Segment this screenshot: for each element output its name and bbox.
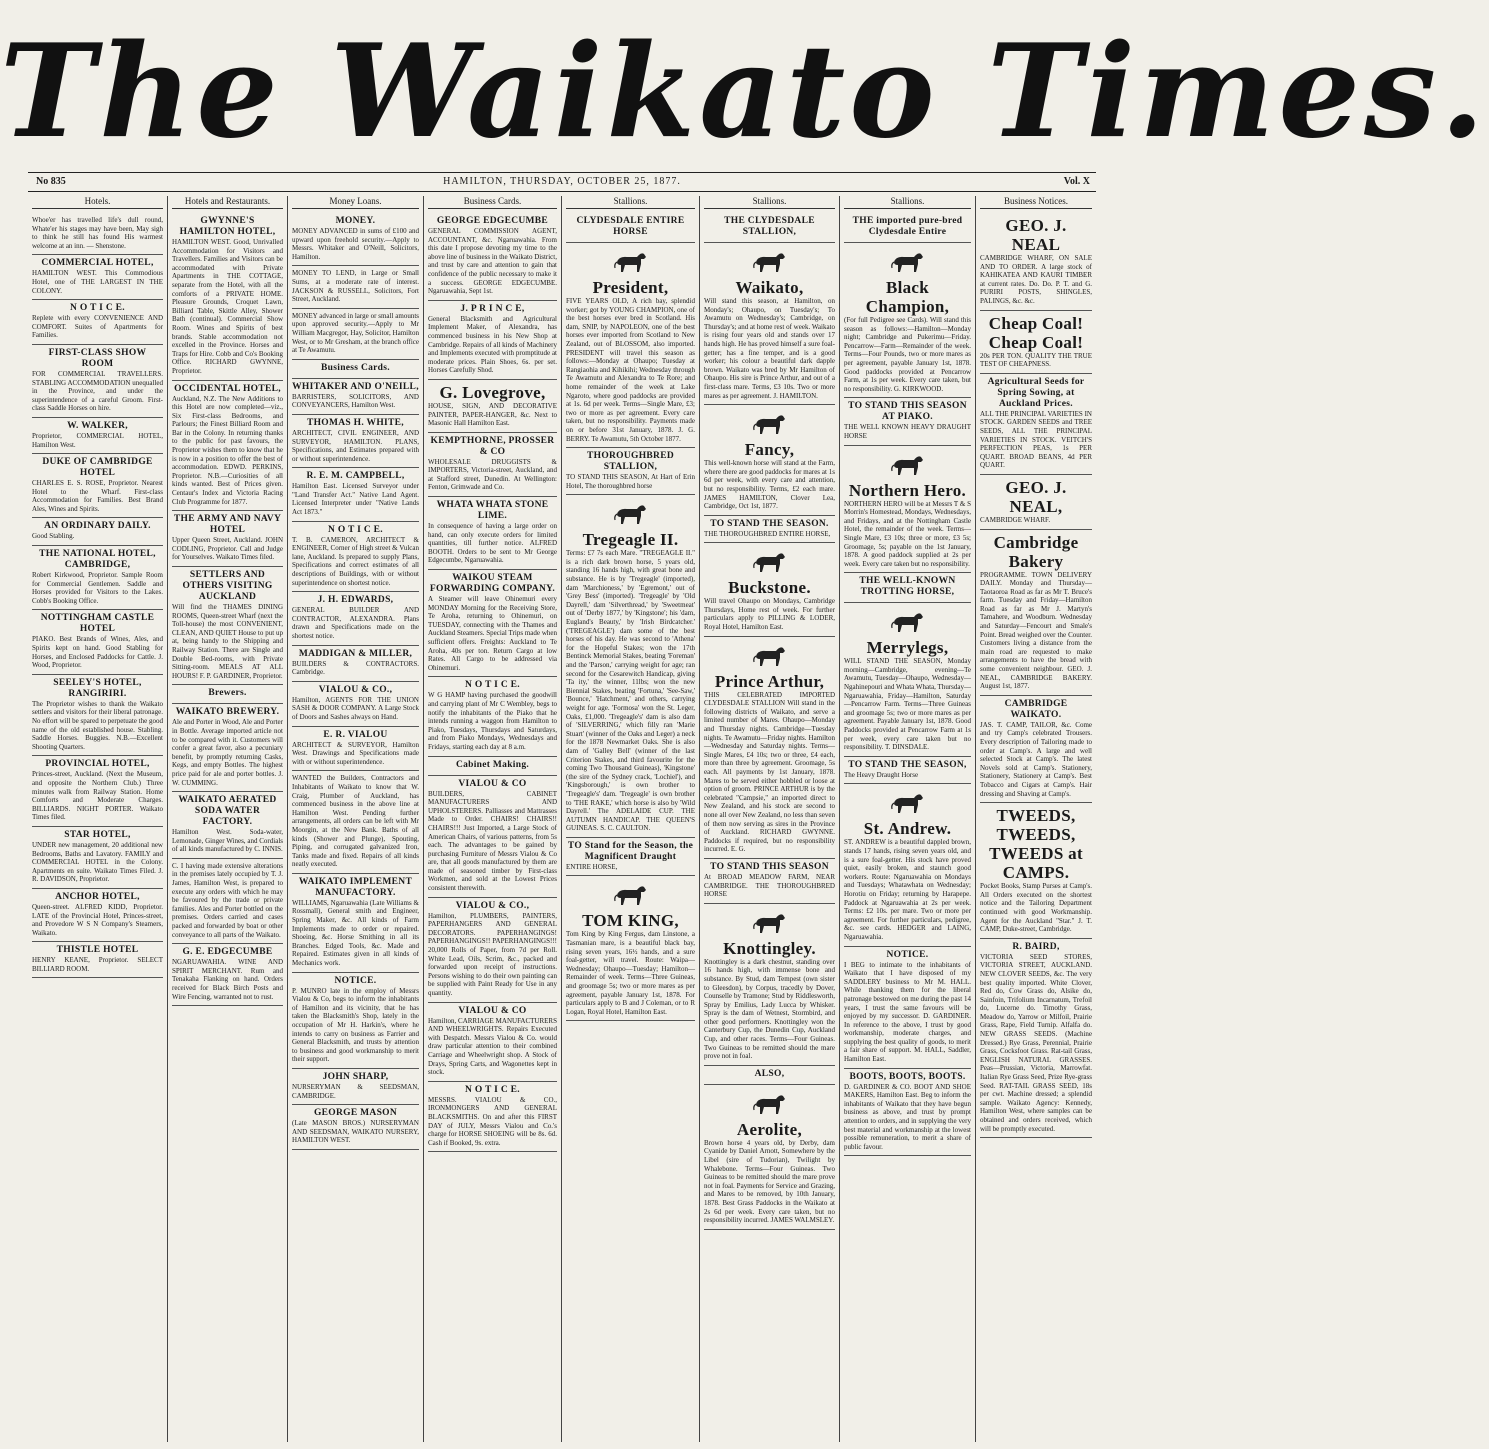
horse-illustration-icon [750, 248, 790, 276]
advertisement [292, 973, 419, 1069]
advertisement [32, 827, 163, 889]
horse-illustration-icon [611, 248, 651, 276]
column-restaurants [168, 196, 288, 1442]
advertisement [844, 603, 971, 757]
advertisement-title: DUKE OF CAMBRIDGE HOTEL [42, 457, 153, 479]
advertisement-body: General Blacksmith and Agricultural Implement Maker, of Alexandra, has commenced business in his New Shop at Cambridge. Repairs of all kinds of Machinery and Implements executed with promptitude at moderate prices. Plain Shoes, 6s. per set. Horses Carefully Shod. [428, 314, 557, 375]
advertisement-title: THISTLE HOTEL [56, 945, 139, 956]
advertisement [844, 243, 971, 398]
advertisement-title: SETTLERS AND OTHERS VISITING AUCKLAND [182, 570, 273, 602]
advertisement [32, 889, 163, 942]
advertisement [704, 213, 835, 243]
advertisement [980, 803, 1092, 939]
advertisement-title: N O T I C E. [328, 524, 383, 535]
advertisement-title: THOMAS H. WHITE, [306, 417, 404, 428]
advertisement [844, 213, 971, 243]
advertisement [428, 757, 557, 776]
advertisement-body: Knottingley is a dark chestnut, standing over 16 hands high, with immense bone and substance. By Stud, dam Tempest (own sister to Gleesdon), by Corpus, tracedly by Dover, Counselle by Tramone; Stud by Riddlesworth, Spray by Emilius, Lady Lucca by Whisker. Spray is the dam of Wetnest, Stormbird, and other good performers. Knottingley won the Canterbury Cup, the Dunedin Cup, Auckland Cup, and other races. Terms—Four Guineas. Two Guineas to be remitted should the mare prove not in foal. [704, 957, 835, 1061]
advertisement [980, 696, 1092, 803]
advertisement-title: Knottingley. [723, 938, 816, 958]
advertisement-body: Hamilton, PLUMBERS, PAINTERS, PAPERHANGERS AND GENERAL DECORATORS. PAPERHANGINGS! PAPERHANGINGS!! PAPERHANGINGS!!! 20,000 Rolls of Paper, from 7d per Roll. White Lead, Oils, Scrim, &c., packed and forwarded upon receipt of instructions. Persons wishing to do their own painting can be supplied with Paint Ready for Use in any quantity. [428, 911, 557, 997]
advertisement-title: BOOTS, BOOTS, BOOTS. [849, 1071, 966, 1082]
advertisement-body: Tom King by King Fergus, dam Linstone, a Tasmanian mare, is a beautiful black bay, rising seven years, 16½ hands, and a sure foal-getter, will travel. Route: Waipa—Wednesday; Ohaupo—Tuesday; Hamilton—Remainder of week. Terms—Three Guineas, and groomage 5s; two or more mares as per agreement, payable January 1st, 1878. For particulars apply to B and J Coleman, or to R Logan, Royal Hotel, Hamilton East. [566, 930, 695, 1016]
advertisement [292, 727, 419, 772]
masthead-title: The Waikato Times. [0, 17, 1489, 167]
column-stallions-1 [562, 196, 700, 1442]
advertisement-title: TO STAND THIS SEASON [710, 861, 829, 872]
horse-illustration-icon [611, 881, 651, 909]
advertisement [292, 213, 419, 266]
advertisement-title: G. Lovegrove, [439, 382, 546, 402]
advertisement-title: W. WALKER, [67, 420, 128, 431]
advertisement [566, 876, 695, 1021]
advertisement [704, 637, 835, 859]
advertisement-title: R. BAIRD, [1012, 941, 1060, 952]
advertisement-title: VIALOU & CO., [455, 900, 530, 911]
advertisement-title: KEMPTHORNE, PROSSER & CO [430, 435, 555, 457]
advertisement-body: PROGRAMME. TOWN DELIVERY DAILY. Monday and Thursday—Taotaoroa Road as far as Mr T. Bruce's farm. Tuesday and Friday—Hamilton Road as far as Mr J. Martyn's Tamahere, and Woodburn. Wednesday and Saturday—Fencourt and Smale's Point. Bread weighed over the Counter. Customers living a distance from the main road are requested to make arrangements to have the bread with some convenient neighbour. GEO. J. NEAL, CAMBRIDGE BAKERY. August 1st, 1877. [980, 570, 1092, 691]
advertisement [32, 255, 163, 300]
advertisement [980, 530, 1092, 696]
advertisement-body: Pocket Books, Stamp Purses at Camp's. All Orders executed on the shortest notice and the Tailoring Department continued with good Workmanship. Agent for the Auckland "Star." J. T. CAMP, Duke-street, Cambridge. [980, 882, 1092, 934]
advertisement-body: Brown horse 4 years old, by Derby, dam Cyanide by Daniel Arnott, Somewhere by the Libel (sire of Tudorian), Twilight by Whalebone. Terms—Four Guineas. Two Guineas to be remitted should the mare prove not in foal. Payments for Service and Grazing, and Mares to be removed, by 10th January, 1878. Best Grass Paddocks in the Waikato at 2s 6d per week. Every care taken, but no responsibility incurred. JAMES WALMSLEY. [704, 1138, 835, 1225]
advertisement-title: WAIKOU STEAM FORWARDING COMPANY. [429, 573, 556, 595]
advertisement-title: PROVINCIAL HOTEL, [45, 759, 150, 770]
advertisement-body: Ale and Porter in Wood, Ale and Porter in Bottle. Average imported article not to be compared with it. Customers will confer a great favor, also a pecuniary benefit, by promptly returning Casks, Kegs, and empty Bottles. The highest price paid for ale and porter bottles. J. W. CUMMING. [172, 718, 283, 787]
advertisement [32, 546, 163, 610]
horse-illustration-icon [611, 500, 651, 528]
advertisement-body: BUILDERS, CABINET MANUFACTURERS AND UPHOLSTERERS. Palliasses and Mattrasses Made to Order. CHAIRS! CHAIRS!! CHAIRS!!! Just Imported, a Large Stock of American Chairs, of various patterns, from 5s each. The advantages to be gained by purchasing Furniture of Messrs Vialou & Co are, that all goods manufactured by them are made of seasoned timber by First-class Workmen, and sold at the Lowest Prices consistent therewith. [428, 789, 557, 893]
advertisement-title: J. H. EDWARDS, [317, 595, 394, 606]
volume-number: Vol. X [1063, 176, 1090, 187]
column-heading: Money Loans. [292, 196, 419, 209]
advertisement-body: Hamilton, AGENTS FOR THE UNION SASH & DOOR COMPANY. A Large Stock of Doors and Sashes always on Hand. [292, 695, 419, 721]
advertisement [32, 454, 163, 518]
advertisement [292, 360, 419, 379]
advertisement [566, 243, 695, 448]
horse-illustration-icon [750, 1090, 790, 1118]
advertisement-title: THE WELL-KNOWN TROTTING HORSE, [859, 576, 956, 598]
advertisement [844, 757, 971, 785]
advertisement-body: MONEY ADVANCED in sums of £100 and upward upon freehold security.—Apply to Messrs. Whitaker and O'Neill, Solicitors, Hamilton. [292, 227, 419, 261]
advertisement-title: TO STAND THE SEASON, [848, 759, 967, 770]
advertisement-body: Princes-street, Auckland. (Next the Museum, and opposite the Northern Club.) Three minutes walk from Railway Station. Home Comforts and Moderate Charges. BILLIARDS. NIGHT PORTER. Waikato Times filed. [32, 770, 163, 822]
advertisement-body: (Late MASON BROS.) NURSERYMAN AND SEEDSMAN, WAIKATO NURSERY, HAMILTON WEST. [292, 1119, 419, 1145]
advertisement [292, 682, 419, 727]
advertisement-title: Cambridge Bakery [993, 532, 1079, 571]
column-business-cards [424, 196, 562, 1442]
advertisement-title: G. E. EDGECUMBE [182, 947, 273, 958]
advertisement [172, 567, 283, 685]
advertisement [566, 838, 695, 877]
advertisement-body: ARCHITECT & SURVEYOR, Hamilton West. Drawings and Specifications made with or without superintendence. [292, 740, 419, 766]
advertisement-title: MADDIGAN & MILLER, [298, 648, 413, 659]
horse-illustration-icon [888, 608, 928, 636]
advertisement-title: Cheap Coal! Cheap Coal! [988, 313, 1084, 352]
column-stallions-3 [840, 196, 976, 1442]
advertisement-title: Brewers. [208, 688, 247, 699]
advertisement-body: HENRY KEANE, Proprietor. SELECT BILLIARD ROOM. [32, 956, 163, 973]
advertisement-title: N O T I C E. [465, 680, 520, 691]
advertisement-body: WANTED the Builders, Contractors and Inhabitants of Waikato to know that W. Craig, Plumber of Auckland, has commenced business in the above line at Hamilton West. Pending further arrangements, all orders can be left with Mr Moorgin, at the New Bank. Baths of all kinds (Shower and Plunge), Spouting, Piping, and corrugated galvanized Iron, Tanks made and fixed. Repairs of all kinds neatly executed. [292, 774, 419, 869]
advertisement [172, 685, 283, 704]
advertisement-body: HOUSE, SIGN, AND DECORATIVE PAINTER, PAPER-HANGER, &c. Next to Masonic Hall Hamilton East. [428, 401, 557, 428]
advertisement-title: SEELEY'S HOTEL, RANGIRIRI. [53, 677, 142, 699]
advertisement-title: THE NATIONAL HOTEL, CAMBRIDGE, [39, 549, 156, 571]
advertisement [704, 904, 835, 1066]
advertisement-title: E. R. VIALOU [323, 729, 388, 740]
advertisement-title: AN ORDINARY DAILY. [44, 521, 151, 532]
advertisement-body: (For full Pedigree see Cards). Will stand this season as follows:—Hamilton—Monday night; Cambridge and Pukerimu—Friday. Pencarrow—Farm—Remainder of the week. Terms—Four Pounds, two or more mares as per agreement, payable January 1st, 1878. Good paddocks provided at Pencarrow Farm, at 1s per week. Every care taken, but no responsibility. G. KIRKWOOD. [844, 316, 971, 393]
advertisement-body: NORTHERN HERO will be at Messrs T & S Morrin's Homestead, Mondays, Wednesdays, and Fridays, and at the Nottingham Castle Hotel, the remainder of the week. Terms—Single Mare, £3 10s; three or more, £3 5s; Groomage, 5s; payable on the 1st January, 1878. A good paddock supplied at 2s per week. Every care taken but no responsibility. [844, 499, 971, 568]
advertisement-title: St. Andrew. [863, 819, 952, 839]
column-money-loans [288, 196, 424, 1442]
advertisement-body: WILL STAND THE SEASON, Monday morning—Cambridge, evening—Te Awamutu, Tuesday—Ohaupo, Wednesday—Ngahinepouri and Whata Whata, Thursday—Ngaruawahia, Friday—Hamilton, Saturday—Pencarrow Farm. Terms—Three Guineas and groomage 5s; two or more mares as per agreement. Payable January 1st, 1878. Good Paddocks provided at Pencarrow Farm at 1s per week, every care taken but no responsibility. T. DINSDALE. [844, 657, 971, 752]
advertisement-title: TWEEDS, TWEEDS, TWEEDS at CAMPS. [989, 806, 1083, 883]
advertisement [704, 1085, 835, 1230]
advertisement-body: THE THOROUGHBRED ENTIRE HORSE, [704, 529, 831, 538]
advertisement-body: 20s PER TON. QUALITY THE TRUE TEST OF CHEAPNESS. [980, 351, 1092, 369]
advertisement [428, 677, 557, 756]
advertisement-body: Robert Kirkwood, Proprietor. Sample Room for Commercial Gentlemen. Saddle and Horses provided for Visitors to the Lakes. Cobb's Booking Office. [32, 571, 163, 605]
advertisement-title: R. E. M. CAMPBELL, [306, 471, 405, 482]
column-heading: Hotels and Restaurants. [172, 196, 283, 209]
advertisement-body: Whoe'er has travelled life's dull round, Whate'er his stages may have been, May sigh to think he still has found His warmest welcome at an inn. — Shenstone. [32, 216, 163, 250]
advertisement [32, 300, 163, 345]
advertisement [704, 405, 835, 516]
advertisement-body: WHOLESALE DRUGGISTS & IMPORTERS, Victoria-street, Auckland, and at Stafford street, Dunedin. At Wellington: Fenton, Grimwade and Co. [428, 457, 557, 492]
advertisement-body: HAMILTON WEST. Good, Unrivalled Accommodation for Visitors and Travellers. Families and Visitors can be accommodated with Private Apartments in THE COTTAGE, separate from the Hotel, with all the comforts of a PRIVATE HOME. Pleasure Grounds, Croquet Lawn, Billiard Table, Skittle Alley, Shower Bath (continual). Commercial Show Room. Wines and Spirits of best brands. Stable accommodation not excelled in the Province. Horses and Traps for Hire. Cobb and Co's Booking Office. RICHARD GWYNNE, Proprietor. [172, 238, 283, 375]
advertisement-body: BARRISTERS, SOLICITORS, AND CONVEYANCERS, Hamilton West. [292, 392, 419, 410]
advertisement-body: Replete with every CONVENIENCE AND COMFORT. Suites of Apartments for Families. [32, 314, 163, 340]
advertisement-body: Auckland, N.Z. The New Additions to this Hotel are now completed—viz., Six First-class Bedrooms, and Parlours; the Finest Billiard Room and Bar in the Colony. In returning thanks to the public for past favours, the Proprietor wishes them to know that he is now in a position to offer the best of accommodation. EDWD. PERKINS, Proprietor. N.B.—Curiosities of all kinds wanted. Best of Prices given. Centaur's Index and Victoria Racing Club Programme for 1877. [172, 394, 283, 506]
advertisement [292, 1105, 419, 1150]
advertisement-body: VICTORIA SEED STORES, VICTORIA STREET, AUCKLAND. NEW CLOVER SEEDS, &c. The very best quality imported. White Clover, Red do, Cow Grass do, Alsike do, Sainfoin, Trifolium Incarnatum, Trefoil do, Lucerne do. Timothy Grass, Meadow do, Yarrow or Milfoil, Prairie Grass, Rape, Field Turnip. Alfalfa do. NEW GRASS SEEDS. (Machine Dressed.) Rye Grass, Perennial, Prairie Grass, Cocksfoot Grass. Rat-tail Grass, ENGLISH NATURAL GRASSES. Peas—Prussian, Victoria, Marrowfat. Italian Rye Grass Seed, Prize Rye-grass Seed. RAT-TAIL GRASS SEED, 18s per cwt. Machine dressed; a splendid sample. Waikato Agency: Kennedy, Hamilton West, where samples can be obtained and orders received, which will be promptly executed. [980, 952, 1092, 1133]
advertisement-title: Buckstone. [728, 578, 811, 598]
advertisement-body: In consequence of having a large order on hand, can only execute orders for limited quantities, till further notice. ALFRED BOOTH. Orders to be sent to Mr George Edgecumbe, Ngaruawahia. [428, 522, 557, 565]
advertisement-title: WAIKATO AERATED SODA WATER FACTORY. [178, 795, 277, 828]
advertisement-body: The Proprietor wishes to thank the Waikato settlers and visitors for their liberal patronage. No effort will be spared to perpetuate the good name of the old established house. Stabling. Saddle Horses. Buggies. N.B.—Excellent Shooting Quarters. [32, 699, 163, 751]
column-business-notices [976, 196, 1096, 1442]
advertisement-body: Terms: £7 7s each Mare. "TREGEAGLE II." is a rich dark brown horse, 5 years old, standing 16 hands high, with great bone and substance. He is by 'Tregeagle' (imported), dam 'Marchioness,' by 'Egremont,' out of 'Grey Bess' (imported). 'Tregeagle' by 'Old Dayrell,' dam 'Silverthread,' by 'Sweetmeat' out of 'Derby 1877,' by 'Kingstone'; his 'dam, Eugland's Beauty,' by 'Irish Birdcatcher.' ('TREGEAGLE') dam some of the best horses of his day. He was second to 'Athena' for the Hopeful Stakes; won the 17th Bentinck Memorial Stakes, beating 'Foreman' and the 'Parson,' carrying weight for age; ran second for the Cesarewitch Handicap, giving 'Ta ity,' the winner, 11lbs; won the new Biennial Stakes, beating 'Fortuna,' 'See-Saw,' 'Bounce,' 'Hatchment,' and others, carrying weight for age. 'Formosa' won the St. Leger, Oaks, £1,000. 'Tregeagle's' dam is also dam of 'SILVERRING,' which filly ran 'Marie Stuart' (winner of the Oaks and Leger) a neck for the 1878 Newmarket Oaks. She is also dam of 'Galley Bell' (winner of the last Criterion Stakes, and third favourite for the coming Two Thousand Guineas), 'Kingstone' (the sire of the Sydney crack, 'Lochiel'), and 'Kingsborough,' is own brother to 'Tregeagle's' dam. 'Tregeagle' is own brother to 'THE RAKE,' which horse is also by 'Wild Dayrell.' The ADELAIDE CUP. THE AUTUMN HANDICAP. THE QUEEN'S GUINEAS. S. C. CAULTON. [566, 549, 695, 833]
advertisement-title: GWYNNE'S HAMILTON HOTEL, [179, 216, 276, 237]
advertisement [844, 573, 971, 603]
advertisement [566, 495, 695, 838]
advertisement-title: Agricultural Seeds for Spring Sowing, at Auckland Prices. [987, 376, 1085, 409]
advertisement-body: PIAKO. Best Brands of Wines, Ales, and Spirits kept on hand. Good Stabling for Horses, and Enclosed Paddocks for Cattle. J. Wood, Proprietor. [32, 635, 163, 670]
advertisement-title: WAIKATO IMPLEMENT MANUFACTORY. [298, 876, 413, 898]
advertisement [32, 345, 163, 418]
advertisement-title: GEO. J. NEAL [1005, 216, 1067, 254]
advertisement-title: N O T I C E. [465, 1084, 520, 1095]
advertisement-body: CAMBRIDGE WHARF, ON SALE AND TO ORDER. A large stock of KAHIKATEA AND KAURI TIMBER at current rates. Do. Do. P. T. and G. PURIRI POSTS, SHINGLES, PALINGS, &c. &c. [980, 254, 1092, 305]
advertisement [428, 1003, 557, 1082]
advertisement-title: STAR HOTEL, [64, 829, 131, 840]
advertisement-title: FIRST-CLASS SHOW ROOM [48, 347, 147, 369]
advertisement-body: WILLIAMS, Ngaruawahia (Late Williams & Rossmall), General smith and Engineer, Spring Maker, &c. All kinds of Farm Implements made to order or repaired. Shoeing, &c. Horse Smithing in all its Branches. Edged Tools, &c. Made and Repaired. Estimates given in all kinds of Mechanics work. [292, 898, 419, 968]
advertisement-body: W G HAMP having purchased the goodwill and carrying plant of Mr C Wembley, begs to notify the inhabitants of the Piako that he intends running a waggon from Hamilton to Piako, Tuesdays, Thursdays and Saturdays, and from Piako Mondays, Wednesdays and Fridays, starting each day at 8 a.m. [428, 691, 557, 751]
advertisement-body: Will stand this season, at Hamilton, on Monday's; Ohaupo, on Tuesday's; To Awamutu on Wednesday's; Cambridge, on Thursday's; and at home rest of week. Waikato is rising four years old and stands over 17 hands high. He has proved himself a sure foal-getter; has a fine temper, and is a good worker; his colour a beautiful dark dapple brown. Waikato was bred by Mr Hamilton of Ohaupo. His sire is Prince Arthur, and out of a first-class mare. Terms, £3 10s. Two or more mares as per agreement. J. HAMILTON. [704, 297, 835, 400]
advertisement-body: THIS CELEBRATED IMPORTED CLYDESDALE STALLION Will stand in the following districts of Waikato, and serve a limited number of Mares. Ohaupo—Monday and Thursday nights. Cambridge—Tuesday nights. Te Awamutu—Friday nights. Hamilton—Wednesday and Saturday nights. Terms—Single Mares, £4 10s; two or three, £4 each, more than three by agreement. Groomage, 5s each. All payments by 1st January, 1878. Mares to be served either hobbled or loose at option of groom. PRINCE ARTHUR is by the celebrated "Campsie," an imported direct to New Zealand, and his stock are second to none all over New Zealand, no less than seven of them now serving as sires in the Province of Auckland. RICHARD GWYNNE. Paddocks if required, but no responsibility incurred. E. G. [704, 690, 835, 854]
advertisement-body: Will find the THAMES DINING ROOMS, Queen-street Wharf (next the Toll-house) the most CONVENIENT, CLEAN, AND QUIET House to put up at, being handy to the Shipping and Railway Station. There are Single and Double Bed-rooms, with Private Sitting-room. MEALS AT ALL HOURS! F. P. GARDINER, Proprietor. [172, 603, 283, 680]
advertisement [292, 1069, 419, 1105]
advertisement-title: J. P R I N C E, [460, 303, 525, 314]
column-stallions-2 [700, 196, 840, 1442]
advertisement-body: TO STAND THIS SEASON, At Hart of Erin Hotel, The thoroughbred horse [566, 473, 695, 490]
advertisement [172, 704, 283, 792]
advertisement [980, 213, 1092, 311]
advertisement-body: MONEY advanced in large or small amounts upon approved security.—Apply to Mr William Macgregor, Hay, Solicitor, Hamilton West, or to Mr Gresham, at the branch office at Te Awamutu. [292, 311, 419, 355]
advertisement [428, 1082, 557, 1153]
advertisement [844, 784, 971, 946]
advertisement [428, 301, 557, 380]
advertisement-title: Fancy, [744, 440, 795, 460]
advertisement [428, 497, 557, 570]
horse-illustration-icon [888, 451, 928, 479]
advertisement-title: CAMBRIDGE WAIKATO. [1004, 698, 1068, 720]
advertisement [980, 475, 1092, 530]
advertisement-body: BUILDERS & CONTRACTORS. Cambridge. [292, 659, 419, 677]
advertisement-title: Cabinet Making. [455, 759, 530, 770]
dateline: HAMILTON, THURSDAY, OCTOBER 25, 1877. [443, 176, 681, 187]
advertisement-title: GEORGE MASON [313, 1108, 398, 1119]
column-heading: Stallions. [566, 196, 695, 209]
advertisement-body: NURSERYMAN & SEEDSMAN, CAMBRIDGE. [292, 1082, 419, 1100]
advertisement [428, 570, 557, 677]
advertisement-title: THOROUGHBRED STALLION, [587, 451, 674, 473]
advertisement-body: A Steamer will leave Ohinemuri every MONDAY Morning for the Receiving Store, Te Aroha, returning to Ohinemuri, on TUESDAY, connecting with the Thames and Auckland Steamers. Special Trips made when sufficient offers. Freights: Auckland to Te Aroha, 40s per ton. Return Cargo at low Rates. All Cargo to be addressed via Ohinemuri. [428, 595, 557, 672]
advertisement-body: JAS. T. CAMP, TAILOR, &c. Come and try Camp's celebrated Trousers. Every description of Tailoring made to order at Camp's. A large and well selected Stock at Camp's. The latest Novels sold at Camp's. Stationery, Stationery, Stationery at Camp's. Best Tobacco and Cigars at Camp's. Hair dressing and Shaving at Camp's. [980, 720, 1092, 798]
issue-number: No 835 [36, 176, 66, 187]
advertisement-body: UNDER new management, 20 additional new Bedrooms, Baths and Lavatory. FAMILY and COMMERCIAL HOTEL in the Colony. Apartments en suite. Waikato Times Filed. J. R. DAVIDSON, Proprietor. [32, 840, 163, 884]
column-hotels [28, 196, 168, 1442]
advertisement [172, 859, 283, 944]
advertisement-body: ST. ANDREW is a beautiful dappled brown, stands 17 hands, rising seven years old, and is a sure foal-getter. His stock have proved quiet, easily broken, and staunch good workers. Route: Ngaruawahia on Mondays and Tuesdays; Whatawhata on Wednesday; Horotiu on Friday; returning by Harapepe. Paddock at Ngaruawahia at 2s per week. Terms: £2 10s. per mare. Two or more per agreement. For further particulars, pedigree, &c. see cards. HEDGER and LAING, Ngaruawahia. [844, 838, 971, 941]
advertisement-body: GENERAL COMMISSION AGENT, ACCOUNTANT, &c. Ngaruawahia. From this date I propose devoting my time to the above line of business in the Waikato District, and trust by care and attention to gain that confidence of the public necessary to make it a success. GEORGE EDGECUMBE. Ngaruawahia, Sept 1st. [428, 227, 557, 296]
advertisement-title: NOTTINGHAM CASTLE HOTEL [40, 613, 155, 635]
advertisement-body: At BROAD MEADOW FARM, NEAR CAMBRIDGE. THE THOROUGHBRED HORSE [704, 872, 835, 899]
advertisement-body: MONEY TO LEND, in Large or Small Sums, at a moderate rate of interest. JACKSON & RUSSELL, Solicitors, Fort Street, Auckland. [292, 269, 419, 304]
advertisement-body: GENERAL BUILDER AND CONTRACTOR, ALEXANDRA. Plans drawn and Specifications made on the shortest notice. [292, 606, 419, 640]
advertisement-title: ALSO, [754, 1068, 785, 1079]
advertisement-body: Proprietor, COMMERCIAL HOTEL, Hamilton West. [32, 431, 163, 449]
advertisement [980, 939, 1092, 1138]
advertisement-title: Prince Arthur, [714, 671, 825, 691]
advertisement-title: Business Cards. [321, 362, 390, 373]
advertisement-title: VIALOU & CO [458, 778, 527, 789]
advertisement-body: This well-known horse will stand at the Farm, where there are good paddocks for mares at 1s 6d per week, with every care and attention, but no responsibility. Terms, £2 each mare. JAMES HAMILTON, Clover Lea, Cambridge, Oct 1st, 1877. [704, 459, 835, 511]
advertisement [428, 213, 557, 301]
advertisement-title: GEORGE EDGECUMBE [436, 216, 549, 226]
advertisement-body: Hamilton West. Soda-water, Lemonade, Ginger Wines, and Cordials of all kinds manufactured by C. INNIS. [172, 828, 283, 854]
column-heading: Hotels. [32, 196, 163, 209]
advertisement-title: CLYDESDALE ENTIRE HORSE [576, 216, 685, 237]
advertisement [704, 543, 835, 636]
advertisement [704, 516, 835, 544]
advertisement [704, 859, 835, 904]
masthead [0, 0, 1489, 180]
advertisement-title: ANCHOR HOTEL, [55, 891, 140, 902]
column-heading: Stallions. [704, 196, 835, 209]
advertisement [32, 610, 163, 674]
horse-illustration-icon [750, 410, 790, 438]
column-heading: Business Cards. [428, 196, 557, 209]
advertisement-body: ALL THE PRINCIPAL VARIETIES IN STOCK. GARDEN SEEDS and TREE SEEDS, ALL THE PRINCIPAL VARIETIES IN STOCK. VEITCH'S PERFECTION PEAS, 1s PER QUART. BROAD BEANS, 4d PER QUART. [980, 409, 1092, 470]
advertisement [292, 415, 419, 468]
advertisement [172, 381, 283, 512]
advertisement [292, 646, 419, 682]
advertisement-title: VIALOU & CO [458, 1005, 527, 1016]
advertisement [32, 518, 163, 546]
advertisement-title: Tregeagle II. [582, 530, 679, 550]
advertisement-body: THE WELL KNOWN HEAVY DRAUGHT HORSE [844, 423, 971, 440]
advertisement [844, 446, 971, 574]
advertisement-title: WHATA WHATA STONE LIME. [436, 500, 549, 522]
advertisement-body: NGARUAWAHIA. WINE AND SPIRIT MERCHANT. Rum and Tenakaha Flanking on hand. Orders received for Black Birch Posts and Wire Fencing, warranted not to rust. [172, 958, 283, 1001]
advertisement-title: NOTICE. [334, 975, 377, 986]
advertisement [428, 776, 557, 898]
advertisement [566, 213, 695, 243]
advertisement-title: NOTICE. [886, 949, 929, 960]
advertisement-title: Merrylegs, [866, 638, 949, 658]
advertisement-body: D. GARDINER & CO. BOOT AND SHOE MAKERS, Hamilton East. Beg to inform the inhabitants of Waikato that they have begun business as above, and trust by prompt attention to orders, and in supplying the very best material and workmanship at the lowest possible remuneration, to merit a share of public favour. [844, 1082, 971, 1151]
advertisement-body: T. B. CAMERON, ARCHITECT & ENGINEER, Corner of High street & Vulcan lane, Auckland. Is prepared to supply Plans, Specifications and correct estimates of all descriptions of Buildings, with or without superintendence on shortest notice. [292, 535, 419, 587]
advertisement-title: Northern Hero. [848, 480, 967, 500]
advertisement-body: Will travel Ohaupo on Mondays, Cambridge Thursdays, Home rest of week. For further particulars apply to PILLING & LODER, Royal Hotel, Hamilton East. [704, 597, 835, 632]
advertisement-title: President, [592, 278, 669, 297]
advertisement [428, 898, 557, 1003]
advertisement-body: CHARLES E. S. ROSE, Proprietor. Nearest Hotel to the Wharf. First-class Accommodation for Families. Best Brand Ales, Wines and Spirits. [32, 479, 163, 513]
advertisement [172, 944, 283, 1006]
advertisement [32, 418, 163, 454]
advertisement [32, 756, 163, 827]
advertisement-body: Upper Queen Street, Auckland. JOHN CODLING, Proprietor. Call and Judge for Yourselves. Waikato Times filed. [172, 536, 283, 562]
advertisement [566, 448, 695, 495]
advertisement-title: TO Stand for the Season, the Magnificent Draught [567, 840, 694, 862]
advertisement-body: P. MUNRO late in the employ of Messrs Vialou & Co, begs to inform the inhabitants of Hamilton and its vicinity, that he has taken the Blacksmith's Shop, lately in the occupation of Mr H. Harkin's, where he intends to carry on business as Farrier and General Blacksmith, and trusts by attention to business and good workmanship to merit their support. [292, 986, 419, 1064]
advertisement [980, 374, 1092, 475]
advertisement [32, 675, 163, 757]
advertisement-title: COMMERCIAL HOTEL, [41, 258, 154, 269]
advertisement [292, 309, 419, 360]
advertisement [980, 311, 1092, 374]
advertisement [844, 1069, 971, 1157]
advertisement [292, 468, 419, 521]
advertisement [292, 522, 419, 593]
advertisement-title: Black Champion, [865, 278, 950, 316]
advertisement-body: Queen-street. ALFRED KIDD, Proprietor. LATE of the Provincial Hotel, Princes-street, and Provedore W S N Company's Steamers, Waikato. [32, 902, 163, 937]
advertisement [292, 771, 419, 874]
advertisement-body: I BEG to intimate to the inhabitants of Waikato that I have disposed of my SADDLERY business to Mr M. HALL. While thanking them for the liberal patronage bestowed on me during the past 14 years, I trust the same favours will be enjoyed by my successor. D. GARDINER. In reference to the above, I trust by good workmanship, moderate charges, and supplying the best quality of goods, to merit a fair share of support. M. HALL, Saddler, Hamilton East. [844, 960, 971, 1064]
advertisement-title: Waikato, [735, 278, 804, 297]
column-heading: Business Notices. [980, 196, 1092, 209]
advertisement-body: ENTIRE HORSE, [566, 862, 618, 871]
advertisement-body: FIVE YEARS OLD, A rich bay, splendid worker; got by YOUNG CHAMPION, one of the best horses ever bred in Scotland. His dam, SNIP, by NAPOLEON, one of the best horses ever imported from Scotland to New Zealand, out of BLOSSOM, also imported. PRESIDENT will travel this season as follows:—Monday at Ohaupo; Tuesday at Rangiaohia and Kihikihi; Wednesday through Te Awamutu and Alexandra to Te Rore; and home remainder of the week at Lake Ngaroto, where good paddocks are provided at 1s. 6d per week. Terms—Single Mare, £3; two or more as per agreement. Every care taken, but no responsibility. Payments made on or before 31st January, 1878. J. G. BERRY. Te Awamutu, 5th October 1877. [566, 297, 695, 443]
advertisement-title: THE ARMY AND NAVY HOTEL [173, 514, 282, 536]
advertisement [292, 874, 419, 973]
column-heading: Stallions. [844, 196, 971, 209]
advertisement [32, 213, 163, 255]
advertisement [844, 947, 971, 1069]
advertisement [292, 592, 419, 645]
advertisement-body: HAMILTON WEST. This Commodious Hotel, one of THE LARGEST IN THE COLONY. [32, 269, 163, 295]
advertisement-body: FOR COMMERCIAL TRAVELLERS. STABLING ACCOMMODATION unequalled in the Province, and under the superintendence of a careful Groom. First-class Saddle Horses on hire. [32, 369, 163, 413]
horse-illustration-icon [750, 548, 790, 576]
advertisement [428, 380, 557, 433]
horse-illustration-icon [888, 789, 928, 817]
advertisement-body: MESSRS. VIALOU & CO., IRONMONGERS AND GENERAL BLACKSMITHS. On and after this FIRST DAY of JULY, Messrs Vialou and Co.'s charge for HORSE SHOEING will be 8s. 6d. Cash if Booked, 9s. extra. [428, 1095, 557, 1147]
advertisement [172, 792, 283, 859]
advertisement [428, 433, 557, 497]
advertisement [844, 398, 971, 445]
advertisement-title: GEO. J. NEAL, [1005, 477, 1067, 516]
horse-illustration-icon [888, 248, 928, 276]
advertisement-title: MONEY. [335, 216, 376, 226]
advertisement [292, 266, 419, 308]
advertisement [292, 379, 419, 415]
advertisement-title: N O T I C E. [70, 303, 125, 314]
advertisement-title: TO STAND THE SEASON. [710, 518, 829, 529]
advertisement-title: THE CLYDESDALE STALLION, [724, 216, 815, 237]
advertisement [704, 243, 835, 405]
advertisement-body: Hamilton, CARRIAGE MANUFACTURERS AND WHEELWRIGHTS. Repairs Executed with Despatch. Messrs Vialou & Co. would draw particular attention to their combined Carriage and Wheelwright shop. A Stock of Drays, Spring Carts, and Wagonettes kept in stock. [428, 1016, 557, 1077]
advertisement-title: TOM KING, [582, 911, 679, 931]
advertisement-title: WAIKATO BREWERY. [175, 707, 280, 718]
advertisement-title: WHITAKER AND O'NEILL, [292, 381, 419, 392]
advertisement-title: JOHN SHARP, [322, 1071, 389, 1082]
advertisement-body: Good Stabling. [32, 532, 75, 541]
advertisement-title: Aerolite, [736, 1119, 803, 1139]
advertisement-body: Hamilton East. Licensed Surveyor under "Land Transfer Act." Native Land Agent. Licensed Interpreter under "Native Lands Act 1873." [292, 482, 419, 517]
advertisement-title: VIALOU & CO., [318, 684, 393, 695]
advertisement [172, 511, 283, 567]
advertisement-title: OCCIDENTAL HOTEL, [174, 383, 281, 394]
advertisement-body: C. I having made extensive alterations in the premises lately occupied by T. J. James, Hamilton West, is prepared to execute any orders with which he may be favoured by the trade or private families. Ales and Porter bottled on the premises. Orders carried and cases packed and forwarded by boat or other conveyance to all parts of the Waikato. [172, 861, 283, 939]
horse-illustration-icon [750, 642, 790, 670]
advertisement-title: THE imported pure-bred Clydesdale Entire [852, 216, 963, 237]
advertisement-body: CAMBRIDGE WHARF. [980, 515, 1051, 524]
advertisement [172, 213, 283, 381]
advertisement [32, 942, 163, 978]
advertisement-body: The Heavy Draught Horse [844, 770, 919, 779]
advertisement-body: ARCHITECT, CIVIL ENGINEER, AND SURVEYOR, HAMILTON. PLANS, Specifications, and Estimates prepared with or without superintendence. [292, 428, 419, 463]
advertisement-title: TO STAND THIS SEASON AT PIAKO. [848, 401, 967, 423]
horse-illustration-icon [750, 909, 790, 937]
advertisement [704, 1066, 835, 1085]
dateline-bar [28, 172, 1096, 192]
